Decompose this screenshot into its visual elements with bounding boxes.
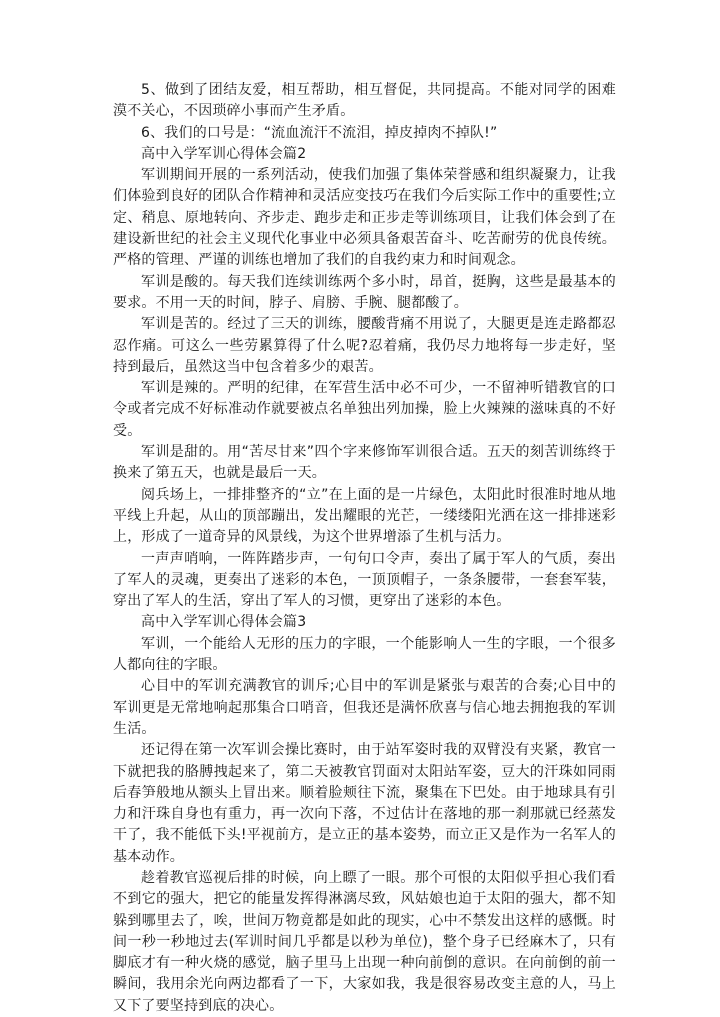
paragraph-sun: 趁着教官巡视后排的时候，向上瞟了一眼。那个可恨的太阳似乎担心我们看不到它的强大，把它的能量发挥得淋漓尽致，风姑娘也迫于太阳的强大，都不知躲到哪里去了，唉，世间万物竟都是如此的现实，心中不禁发出这样的感慨。时间一秒一秒地过去(军训时间几乎都是以秒为单位)，整个身子已经麻木了，只有脚底才有一种火烧的感觉，脑子里马上出现一种向前倒的意识。在向前倒的前一瞬间，我用余光向两边都看了一下，大家如我，我是很容易改变主意的人，马上又下了要坚持到底的决心。 [113,869,616,1014]
paragraph-whistles: 一声声哨响，一阵阵踏步声，一句句口令声，奏出了属于军人的气质，奏出了军人的灵魂，更奏出了迷彩的本色，一顶顶帽子，一条条腰带，一套套军装，穿出了军人的生活，穿出了军人的习惯，更穿出了迷彩的本色。 [113,550,616,610]
paragraph-memory: 还记得在第一次军训会操比赛时，由于站军姿时我的双臂没有夹紧，教官一下就把我的胳膊拽起来了，第二天被教官罚面对太阳站军姿，豆大的汗珠如同雨后春笋般地从额头上冒出来。顺着脸颊往下流，聚集在下巴处。由于地球具有引力和汗珠自身也有重力，再一次向下落，不过估计在落地的那一刹那就已经蒸发干了，我不能低下头!平视前方，是立正的基本姿势，而立正又是作为一名军人的基本动作。 [113,742,616,865]
paragraph-heart: 心目中的军训充满教官的训斥;心目中的军训是紧张与艰苦的合奏;心目中的军训更是无常地响起那集合口哨音，但我还是满怀欣喜与信心地去拥抱我的军训生活。 [113,678,616,737]
paragraph-sweet: 军训是甜的。用“苦尽甘来”四个字来修饰军训很合适。五天的刻苦训练终于换来了第五天，也就是最后一天。 [113,444,616,482]
section-heading-2: 高中入学军训心得体会篇2 [141,145,307,162]
paragraph-unity: 5、做到了团结友爱，相互帮助，相互督促，共同提高。不能对同学的困难漠不关心，不因琐碎小事而产生矛盾。 [113,82,616,120]
paragraph-activities: 军训期间开展的一系列活动，使我们加强了集体荣誉感和组织凝聚力，让我们体验到良好的团队合作精神和灵活应变技巧在我们今后实际工作中的重要性;立定、稍息、原地转向、齐步走、跑步走和正步走等训练项目，让我们体会到了在建设新世纪的社会主义现代化事业中必须具备艰苦奋斗、吃苦耐劳的优良传统。严格的管理、严谨的训练也增加了我们的自我约束力和时间观念。 [113,167,616,269]
paragraph-sour: 军训是酸的。每天我们连续训练两个多小时，昂首，挺胸，这些是最基本的要求。不用一天的时间，脖子、肩膀、手腕、腿都酸了。 [113,273,616,311]
paragraph-bitter: 军训是苦的。经过了三天的训练，腰酸背痛不用说了，大腿更是连走路都忍忍作痛。可这么一些劳累算得了什么呢?忍着痛，我仍尽力地将每一步走好，坚持到最后，虽然这当中包含着多少的艰苦。 [113,316,616,375]
paragraph-spicy: 军训是辣的。严明的纪律，在军营生活中必不可少，一不留神听错教官的口令或者完成不好标准动作就要被点名单独出列加操，脸上火辣辣的滋味真的不好受。 [113,380,616,439]
section-heading-3: 高中入学军训心得体会篇3 [141,614,307,631]
paragraph-parade-ground: 阅兵场上，一排排整齐的“立”在上面的是一片绿色，太阳此时很准时地从地平线上升起，从山的顶部蹦出，发出耀眼的光芒，一缕缕阳光洒在这一排排迷彩上，形成了一道奇异的风景线，为这个世界增添了生机与活力。 [113,486,616,546]
paragraph-word: 军训，一个能给人无形的压力的字眼，一个能影响人一生的字眼，一个很多人都向往的字眼。 [113,635,616,674]
paragraph-slogan: 6、我们的口号是：“流血流汗不流泪，掉皮掉肉不掉队!” [141,124,498,141]
